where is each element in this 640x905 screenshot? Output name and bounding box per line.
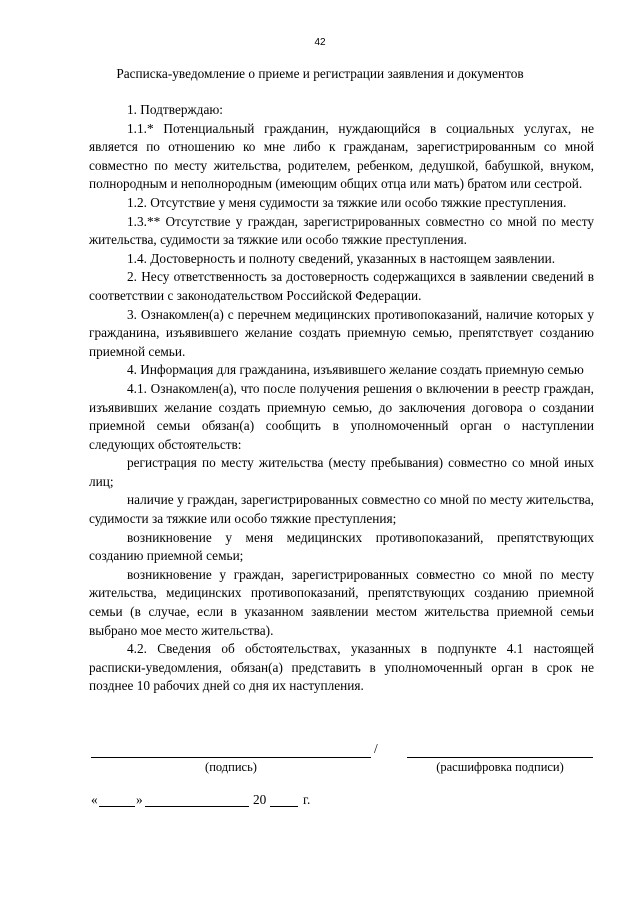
date-open-quote: « — [91, 792, 98, 807]
paragraph-4: 4. Информация для гражданина, изъявившего желание создать приемную семью — [127, 362, 584, 378]
circumstance-registration: регистрация по месту жительства (месту пребывания) совместно со мной иных лиц; — [89, 455, 594, 489]
paragraph-2: 2. Несу ответственность за достоверность содержащихся в заявлении сведений в соответствии с законодательством Российской Федерации. — [89, 269, 594, 303]
paragraph-4-1: 4.1. Ознакомлен(а), что после получения решения о включении в реестр граждан, изъявивших желание создать приемную семью, до заключения договора о создании приемной семьи обязан(а) сообщить в уполномоченный орган о наступлении следующих обстоятельств: — [89, 380, 594, 452]
year-line[interactable] — [270, 806, 298, 807]
paragraph-1-4: 1.4. Достоверность и полноту сведений, указанных в настоящем заявлении. — [127, 250, 556, 266]
paragraph-4-2: 4.2. Сведения об обстоятельствах, указанных в подпункте 4.1 настоящей расписки-уведомления, обязан(а) представить в уполномоченный орган в срок не позднее 10 рабочих дней со дня их наступления. — [89, 641, 594, 694]
paragraph-1-2: 1.2. Отсутствие у меня судимости за тяжкие или особо тяжкие преступления. — [127, 194, 567, 210]
signature-caption: (подпись) — [205, 760, 257, 774]
paragraph-1-3: 1.3.** Отсутствие у граждан, зарегистрированных совместно со мной по месту жительства, судимости за тяжкие или особо тяжкие преступления. — [89, 213, 594, 248]
date-block — [89, 792, 389, 812]
paragraph-1: 1. Подтверждаю: — [127, 102, 223, 117]
circumstance-others-contraindications: возникновение у граждан, зарегистрированных совместно со мной по месту жительства, медицинских противопоказаний, препятствующих созданию приемной семьи (в случае, если в указанном заявлении местом жительства приемной семьи выбрано мое место жительства). — [89, 566, 594, 638]
circumstance-conviction: наличие у граждан, зарегистрированных совместно со мной по месту жительства, судимости за тяжкие или особо тяжкие преступления; — [89, 492, 594, 527]
day-line[interactable] — [99, 806, 135, 807]
document-title: Расписка-уведомление о приеме и регистрации заявления и документов — [116, 66, 524, 81]
signature-decoding-caption: (расшифровка подписи) — [436, 760, 564, 774]
year-prefix: 20 — [253, 792, 267, 807]
signature-block — [89, 741, 594, 781]
signature-decoding-line[interactable] — [407, 757, 593, 758]
year-suffix: г. — [303, 792, 311, 807]
date-close-quote: » — [136, 792, 143, 807]
signature-separator: / — [374, 741, 378, 756]
document-body — [89, 101, 594, 696]
signature-line[interactable] — [91, 757, 371, 758]
paragraph-3: 3. Ознакомлен(а) с перечнем медицинских противопоказаний, наличие которых у гражданина, изъявившего желание создать приемную семью, препятствует созданию приемной семьи. — [89, 306, 594, 359]
page-number: 42 — [314, 37, 326, 48]
month-line[interactable] — [145, 806, 249, 807]
paragraph-1-1: 1.1.* Потенциальный гражданин, нуждающийся в социальных услугах, не является по отношению ко мне либо к гражданам, зарегистрированным со мной совместно по месту жительства, родителем, ребенком, дедушкой, бабушкой, внуком, полнородным и неполнородным (имеющим общих отца или мать) братом или сестрой. — [89, 120, 594, 192]
circumstance-my-contraindications: возникновение у меня медицинских противопоказаний, препятствующих созданию приемной семьи; — [89, 529, 594, 564]
